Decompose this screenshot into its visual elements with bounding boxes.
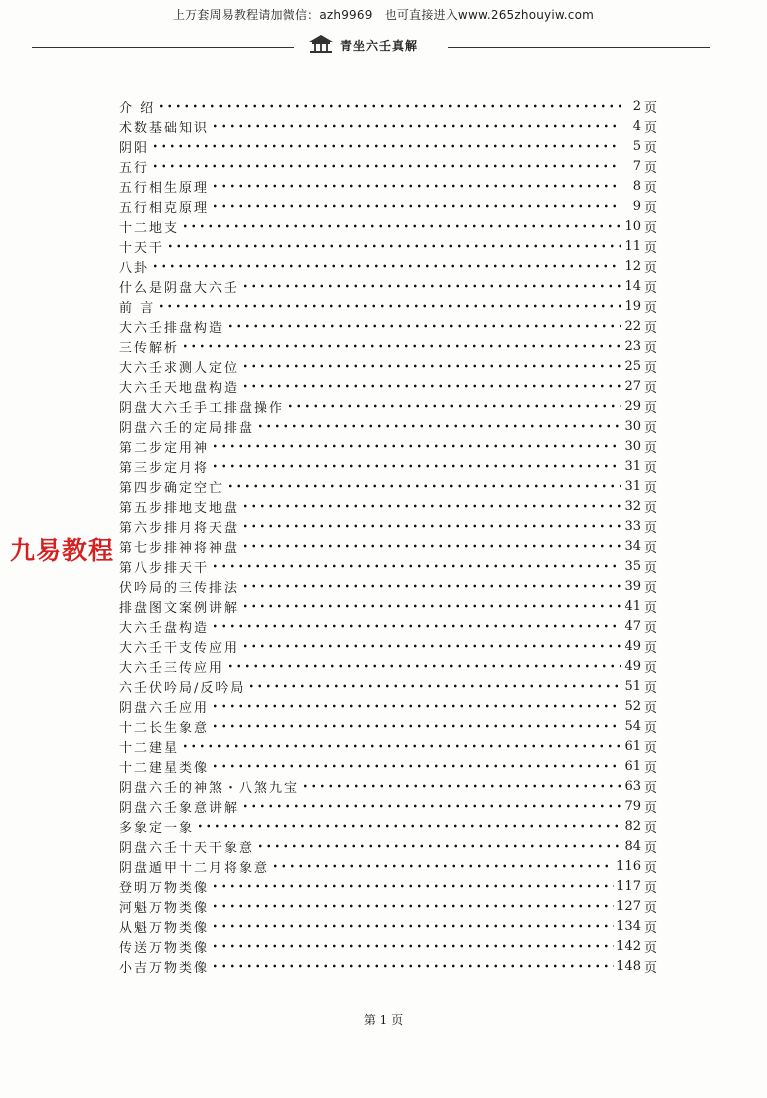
toc-entry-title: 阴盘六壬的定局排盘 [119, 420, 255, 436]
toc-page-number: 51 [624, 678, 641, 694]
toc-page-number: 4 [632, 118, 641, 134]
toc-dot-leader [241, 503, 621, 509]
toc-page-number: 10 [624, 218, 641, 234]
toc-page-number: 33 [624, 518, 641, 534]
toc-row[interactable] [119, 216, 657, 236]
toc-dot-leader [196, 823, 621, 829]
toc-row[interactable] [119, 696, 657, 716]
toc-dot-leader [211, 623, 621, 629]
toc-dot-leader [241, 643, 621, 649]
toc-row[interactable] [119, 256, 657, 276]
toc-page-unit: 页 [643, 820, 657, 836]
toc-entry-title: 五行 [119, 160, 150, 176]
toc-dot-leader [226, 663, 621, 669]
toc-page-number: 31 [624, 458, 641, 474]
toc-entry-title: 十天干 [119, 240, 165, 256]
toc-row[interactable] [119, 276, 657, 296]
toc-dot-leader [181, 223, 621, 229]
toc-dot-leader [241, 383, 621, 389]
toc-row[interactable] [119, 876, 657, 896]
toc-page-unit: 页 [643, 840, 657, 856]
toc-page-number: 142 [616, 938, 641, 954]
toc-row[interactable] [119, 656, 657, 676]
page-footer: 第 1 页 [363, 1013, 404, 1027]
toc-entry-title: 第六步排月将天盘 [119, 520, 240, 536]
toc-entry-title: 阴盘遁甲十二月将象意 [119, 860, 270, 876]
toc-page-unit: 页 [643, 360, 657, 376]
toc-page-unit: 页 [643, 740, 657, 756]
toc-row[interactable] [119, 456, 657, 476]
toc-row[interactable] [119, 516, 657, 536]
toc-dot-leader [211, 903, 614, 909]
toc-page-number: 22 [624, 318, 641, 334]
toc-page-number: 84 [624, 838, 641, 854]
toc-row[interactable] [119, 236, 657, 256]
toc-dot-leader [241, 603, 621, 609]
toc-page-unit: 页 [643, 460, 657, 476]
toc-dot-leader [211, 763, 621, 769]
toc-dot-leader [211, 463, 621, 469]
toc-page-number: 148 [616, 958, 641, 974]
toc-page-unit: 页 [643, 240, 657, 256]
toc-dot-leader [166, 243, 621, 249]
toc-page-unit: 页 [643, 620, 657, 636]
toc-page-number: 61 [624, 738, 641, 754]
toc-row[interactable] [119, 396, 657, 416]
toc-row[interactable] [119, 316, 657, 336]
toc-dot-leader [211, 883, 614, 889]
toc-dot-leader [157, 103, 621, 109]
toc-page-unit: 页 [643, 760, 657, 776]
toc-dot-leader [151, 263, 621, 269]
toc-entry-title: 大六壬盘构造 [119, 620, 210, 636]
toc-entry-title: 十二建星 [119, 740, 180, 756]
toc-page-unit: 页 [643, 400, 657, 416]
toc-entry-title: 阴盘六壬象意讲解 [119, 800, 240, 816]
toc-page-number: 14 [624, 278, 641, 294]
toc-entry-title: 大六壬干支传应用 [119, 640, 240, 656]
toc-page-number: 49 [624, 638, 641, 654]
toc-entry-title: 登明万物类像 [119, 880, 210, 896]
toc-page-unit: 页 [643, 960, 657, 976]
toc-entry-title: 大六壬天地盘构造 [119, 380, 240, 396]
toc-row[interactable] [119, 716, 657, 736]
toc-row[interactable] [119, 796, 657, 816]
toc-entry-title: 阴盘大六壬手工排盘操作 [119, 400, 285, 416]
toc-page-unit: 页 [643, 800, 657, 816]
toc-row[interactable] [119, 736, 657, 756]
toc-page-number: 27 [624, 378, 641, 394]
toc-row[interactable] [119, 496, 657, 516]
toc-dot-leader [211, 963, 614, 969]
toc-row[interactable] [119, 416, 657, 436]
toc-page-number: 8 [632, 178, 641, 194]
toc-dot-leader [256, 843, 621, 849]
toc-row[interactable] [119, 856, 657, 876]
toc-page-unit: 页 [643, 560, 657, 576]
toc-entry-title: 八卦 [119, 260, 150, 276]
toc-page-unit: 页 [643, 380, 657, 396]
toc-entry-title: 阴盘六壬的神煞・八煞九宝 [119, 780, 300, 796]
toc-row[interactable] [119, 616, 657, 636]
toc-row[interactable] [119, 936, 657, 956]
toc-page-unit: 页 [643, 160, 657, 176]
toc-page-unit: 页 [643, 860, 657, 876]
toc-page-number: 35 [624, 558, 641, 574]
toc-page-unit: 页 [643, 780, 657, 796]
toc-entry-title: 术数基础知识 [119, 120, 210, 136]
toc-row[interactable] [119, 556, 657, 576]
toc-page-number: 12 [624, 258, 641, 274]
toc-page-unit: 页 [643, 580, 657, 596]
toc-entry-title: 三传解析 [119, 340, 180, 356]
toc-page-number: 63 [624, 778, 641, 794]
toc-page-unit: 页 [643, 220, 657, 236]
toc-page-unit: 页 [643, 720, 657, 736]
toc-page-number: 79 [624, 798, 641, 814]
toc-row[interactable] [119, 596, 657, 616]
toc-entry-title: 阴阳 [119, 140, 150, 156]
toc-entry-title: 什么是阴盘大六壬 [119, 280, 240, 296]
toc-row[interactable] [119, 436, 657, 456]
toc-page-unit: 页 [643, 100, 657, 116]
toc-entry-title: 十二建星类像 [119, 760, 210, 776]
toc-page-unit: 页 [643, 120, 657, 136]
toc-row[interactable] [119, 176, 657, 196]
toc-row[interactable] [119, 136, 657, 156]
top-banner: 上万套周易教程请加微信：azh9969 也可直接进入www.265zhouyiw.com [172, 8, 595, 22]
header-rule-left [32, 47, 294, 48]
toc-page-number: 11 [624, 238, 641, 254]
toc-row[interactable] [119, 476, 657, 496]
toc-page-number: 25 [624, 358, 641, 374]
toc-dot-leader [211, 923, 614, 929]
toc-page-unit: 页 [643, 540, 657, 556]
toc-page-number: 127 [616, 898, 641, 914]
toc-page-number: 29 [624, 398, 641, 414]
toc-dot-leader [301, 783, 621, 789]
toc-dot-leader [211, 723, 621, 729]
toc-dot-leader [241, 283, 621, 289]
toc-entry-title: 十二长生象意 [119, 720, 210, 736]
toc-dot-leader [271, 863, 614, 869]
header-title: 青坐六壬真解 [340, 39, 419, 53]
toc-entry-title: 从魁万物类像 [119, 920, 210, 936]
toc-dot-leader [286, 403, 621, 409]
toc-entry-title: 第五步排地支地盘 [119, 500, 240, 516]
toc-entry-title: 小吉万物类像 [119, 960, 210, 976]
toc-row[interactable] [119, 676, 657, 696]
toc-page-unit: 页 [643, 920, 657, 936]
toc-entry-title: 第三步定月将 [119, 460, 210, 476]
toc-dot-leader [211, 123, 621, 129]
toc-entry-title: 六壬伏吟局/反吟局 [119, 680, 246, 696]
toc-dot-leader [241, 803, 621, 809]
header-rule-right [448, 47, 710, 48]
toc-entry-title: 第八步排天干 [119, 560, 210, 576]
toc-dot-leader [226, 483, 621, 489]
toc-page-number: 61 [624, 758, 641, 774]
toc-row[interactable] [119, 376, 657, 396]
toc-page-number: 30 [624, 418, 641, 434]
temple-logo-icon [306, 33, 336, 55]
toc-row[interactable] [119, 916, 657, 936]
toc-dot-leader [211, 943, 614, 949]
toc-page-unit: 页 [643, 480, 657, 496]
toc-row[interactable] [119, 296, 657, 316]
toc-entry-title: 排盘图文案例讲解 [119, 600, 240, 616]
toc-page-number: 5 [632, 138, 641, 154]
watermark: 九易教程 [10, 536, 115, 565]
toc-row[interactable] [119, 196, 657, 216]
toc-page-number: 134 [616, 918, 641, 934]
toc-page-unit: 页 [643, 440, 657, 456]
toc-page-number: 54 [624, 718, 641, 734]
toc-page-unit: 页 [643, 600, 657, 616]
toc-dot-leader [211, 443, 621, 449]
toc-entry-title: 五行相生原理 [119, 180, 210, 196]
toc-page-unit: 页 [643, 640, 657, 656]
toc-dot-leader [241, 543, 621, 549]
toc-row[interactable] [119, 776, 657, 796]
toc-page-number: 19 [624, 298, 641, 314]
toc-entry-title: 阴盘六壬应用 [119, 700, 210, 716]
toc-dot-leader [226, 323, 621, 329]
toc-page-number: 117 [616, 878, 641, 894]
toc-row[interactable] [119, 896, 657, 916]
toc-page-unit: 页 [643, 520, 657, 536]
toc-entry-title: 第二步定用神 [119, 440, 210, 456]
toc-page-unit: 页 [643, 300, 657, 316]
toc-page-number: 49 [624, 658, 641, 674]
toc-page-number: 32 [624, 498, 641, 514]
toc-page-number: 116 [616, 858, 641, 874]
toc-page-unit: 页 [643, 420, 657, 436]
toc-dot-leader [241, 523, 621, 529]
toc-page-number: 52 [624, 698, 641, 714]
toc-page-number: 30 [624, 438, 641, 454]
toc-page-number: 2 [632, 98, 641, 114]
toc-row[interactable] [119, 96, 657, 116]
toc-entry-title: 五行相克原理 [119, 200, 210, 216]
toc-page-unit: 页 [643, 900, 657, 916]
toc-row[interactable] [119, 116, 657, 136]
toc-page-number: 23 [624, 338, 641, 354]
toc-entry-title: 传送万物类像 [119, 940, 210, 956]
toc-entry-title: 前 言 [119, 300, 156, 316]
toc-dot-leader [247, 683, 621, 689]
toc-page-unit: 页 [643, 180, 657, 196]
toc-dot-leader [151, 143, 621, 149]
toc-dot-leader [181, 743, 621, 749]
toc-page-unit: 页 [643, 200, 657, 216]
toc-page-unit: 页 [643, 500, 657, 516]
toc-page-unit: 页 [643, 880, 657, 896]
toc-dot-leader [256, 423, 621, 429]
toc-dot-leader [211, 203, 621, 209]
toc-row[interactable] [119, 336, 657, 356]
toc-page-unit: 页 [643, 140, 657, 156]
toc-page-number: 39 [624, 578, 641, 594]
toc-row[interactable] [119, 836, 657, 856]
toc-row[interactable] [119, 356, 657, 376]
toc-entry-title: 十二地支 [119, 220, 180, 236]
toc-page-unit: 页 [643, 700, 657, 716]
toc-row[interactable] [119, 536, 657, 556]
toc-page-unit: 页 [643, 280, 657, 296]
toc-entry-title: 河魁万物类像 [119, 900, 210, 916]
toc-row[interactable] [119, 576, 657, 596]
toc-entry-title: 介 绍 [119, 100, 156, 116]
toc-page-number: 9 [632, 198, 641, 214]
toc-dot-leader [157, 303, 621, 309]
toc-page-number: 41 [624, 598, 641, 614]
toc-entry-title: 多象定一象 [119, 820, 195, 836]
toc-entry-title: 第七步排神将神盘 [119, 540, 240, 556]
toc-entry-title: 阴盘六壬十天干象意 [119, 840, 255, 856]
toc-page-number: 34 [624, 538, 641, 554]
table-of-contents [119, 96, 657, 976]
toc-entry-title: 大六壬三传应用 [119, 660, 225, 676]
toc-dot-leader [151, 163, 621, 169]
toc-page-unit: 页 [643, 680, 657, 696]
toc-row[interactable] [119, 636, 657, 656]
toc-page-unit: 页 [643, 340, 657, 356]
toc-dot-leader [211, 183, 621, 189]
toc-page-unit: 页 [643, 320, 657, 336]
toc-page-number: 47 [624, 618, 641, 634]
toc-entry-title: 大六壬求测人定位 [119, 360, 240, 376]
toc-dot-leader [241, 583, 621, 589]
toc-row[interactable] [119, 816, 657, 836]
toc-row[interactable] [119, 756, 657, 776]
toc-dot-leader [211, 703, 621, 709]
toc-entry-title: 伏吟局的三传排法 [119, 580, 240, 596]
toc-page-number: 31 [624, 478, 641, 494]
toc-row[interactable] [119, 956, 657, 976]
toc-dot-leader [181, 343, 621, 349]
toc-page-unit: 页 [643, 660, 657, 676]
toc-page-number: 82 [624, 818, 641, 834]
toc-entry-title: 第四步确定空亡 [119, 480, 225, 496]
toc-row[interactable] [119, 156, 657, 176]
toc-page-unit: 页 [643, 940, 657, 956]
toc-page-unit: 页 [643, 260, 657, 276]
toc-page-number: 7 [632, 158, 641, 174]
toc-dot-leader [241, 363, 621, 369]
toc-dot-leader [211, 563, 621, 569]
toc-entry-title: 大六壬排盘构造 [119, 320, 225, 336]
